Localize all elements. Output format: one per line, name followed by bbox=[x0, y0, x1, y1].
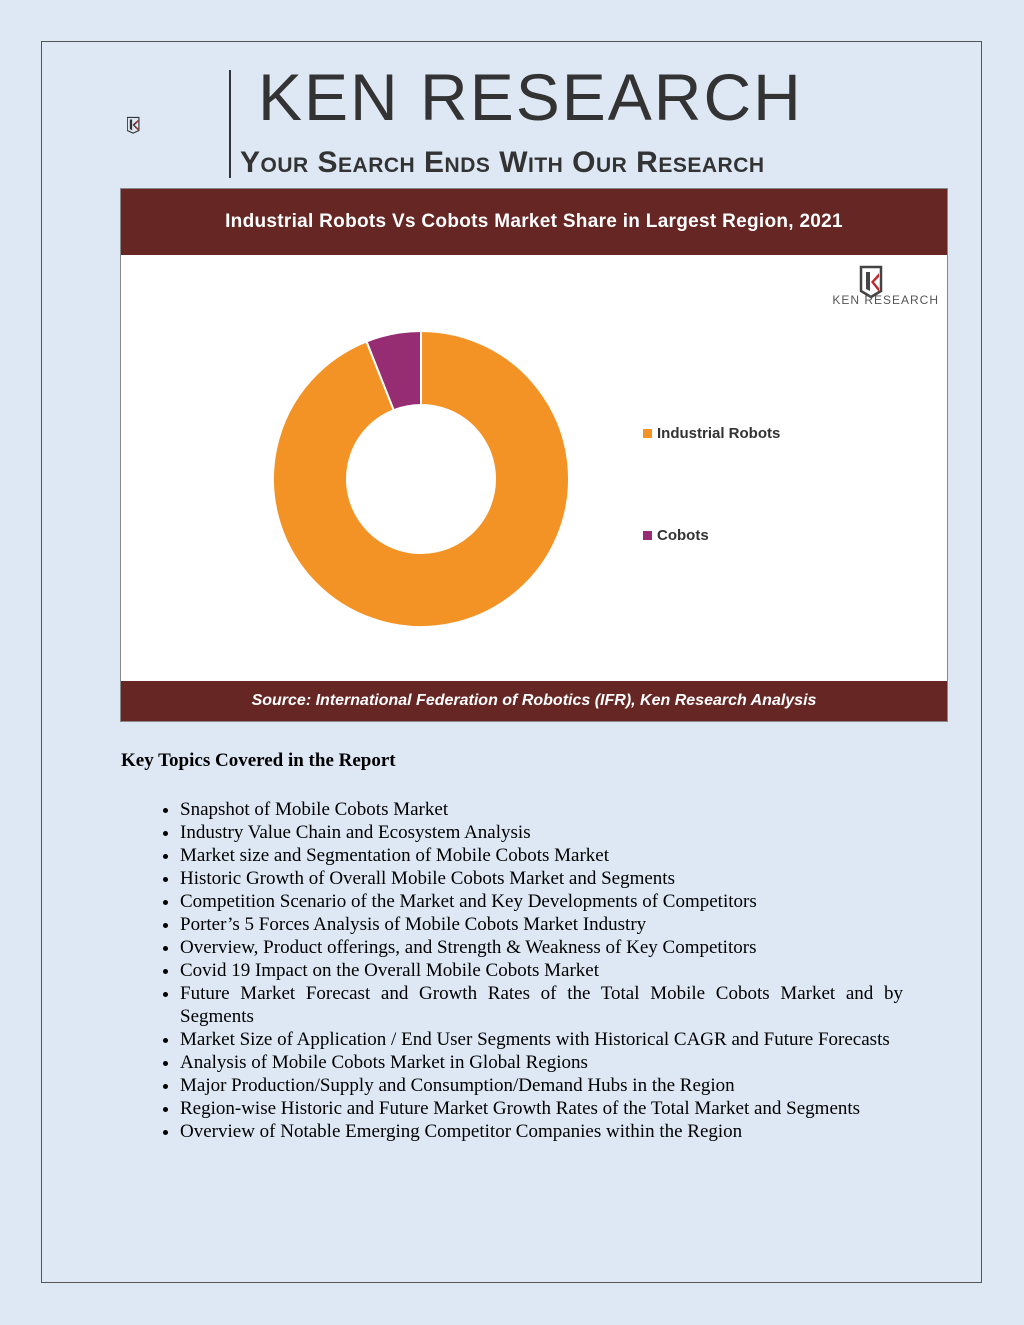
legend-item-industrial-robots bbox=[643, 425, 780, 442]
brand-name: KEN RESEARCH bbox=[258, 60, 803, 134]
donut-chart bbox=[271, 329, 571, 629]
topic-item: • Industry Value Chain and Ecosystem Analysis bbox=[180, 821, 903, 844]
topic-item: • Historic Growth of Overall Mobile Cobots Market and Segments bbox=[180, 867, 903, 890]
ken-research-logo-icon bbox=[127, 66, 237, 184]
report-section bbox=[121, 748, 903, 1143]
legend-item-cobots bbox=[643, 527, 709, 544]
legend-label-cobots: Cobots bbox=[657, 527, 709, 544]
topic-item: • Major Production/Supply and Consumption/Demand Hubs in the Region bbox=[180, 1074, 903, 1097]
topic-item: • Market Size of Application / End User Segments with Historical CAGR and Future Forecasts bbox=[180, 1028, 903, 1051]
legend-label-industrial-robots: Industrial Robots bbox=[657, 425, 781, 442]
topic-item: • Future Market Forecast and Growth Rates of the Total Mobile Cobots Market and by Segments bbox=[180, 982, 903, 1028]
report-heading: Key Topics Covered in the Report bbox=[121, 750, 396, 771]
topic-item: • Overview of Notable Emerging Competitor Companies within the Region bbox=[180, 1120, 903, 1143]
logo-divider bbox=[229, 70, 231, 178]
topic-item: • Market size and Segmentation of Mobile Cobots Market bbox=[180, 844, 903, 867]
chart-source: Source: International Federation of Robotics (IFR), Ken Research Analysis bbox=[121, 681, 947, 721]
topic-item: • Porter’s 5 Forces Analysis of Mobile Cobots Market Industry bbox=[180, 913, 903, 936]
topic-item: • Analysis of Mobile Cobots Market in Global Regions bbox=[180, 1051, 903, 1074]
brand-tagline: Your Search Ends With Our Research bbox=[240, 146, 765, 179]
legend-swatch-cobots bbox=[643, 531, 652, 540]
chart-title: Industrial Robots Vs Cobots Market Share in Largest Region, 2021 bbox=[121, 189, 947, 255]
topic-item: • Covid 19 Impact on the Overall Mobile Cobots Market bbox=[180, 959, 903, 982]
topic-item: • Snapshot of Mobile Cobots Market bbox=[180, 798, 903, 821]
topic-item: • Competition Scenario of the Market and Key Developments of Competitors bbox=[180, 890, 903, 913]
mini-logo-text: KEN RESEARCH bbox=[832, 293, 939, 307]
topic-item: • Overview, Product offerings, and Strength & Weakness of Key Competitors bbox=[180, 936, 903, 959]
chart-panel bbox=[120, 188, 948, 722]
topics-list bbox=[121, 798, 903, 1143]
legend-swatch-industrial-robots bbox=[643, 429, 652, 438]
topic-item: • Region-wise Historic and Future Market Growth Rates of the Total Market and Segments bbox=[180, 1097, 903, 1120]
